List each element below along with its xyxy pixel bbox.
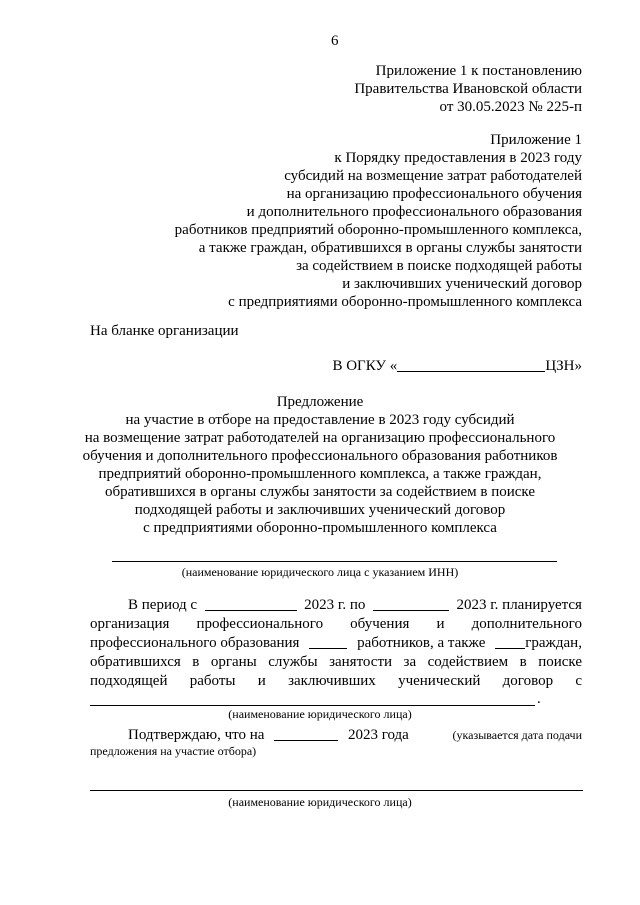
appendix-order-line: субсидий на возмещение затрат работодателей	[284, 168, 582, 184]
entity-inn-line	[112, 561, 557, 562]
proposal-title-line: на участие в отборе на предоставление в 2023 году субсидий	[125, 412, 515, 428]
confirm-line	[128, 726, 409, 744]
entity-name-line	[90, 705, 535, 706]
proposal-title-line: подходящей работы и заключивших ученический договор	[134, 502, 506, 518]
addressee-blank	[397, 357, 545, 372]
confirm-year: 2023 года	[347, 727, 409, 743]
appendix-decree-block	[354, 62, 582, 116]
confirm-note-2: предложения на участие отбора)	[90, 744, 257, 758]
citizens-count-blank	[495, 634, 525, 649]
appendix-order-line: а также граждан, обратившихся в органы службы занятости	[198, 240, 582, 256]
letterhead-note: На бланке организации	[90, 323, 239, 339]
appendix-decree-line: Приложение 1 к постановлению	[375, 63, 582, 79]
appendix-order-line: и заключивших ученический договор	[342, 276, 582, 292]
confirm-note-1: (указывается дата подачи	[452, 728, 582, 742]
appendix-order-line: с предприятиями оборонно-промышленного комплекса	[228, 294, 582, 310]
appendix-order-line: к Порядку предоставления в 2023 году	[334, 150, 582, 166]
confirm-prefix: Подтверждаю, что на	[128, 727, 265, 743]
bottom-entity-line	[90, 790, 583, 791]
addressee-prefix: В ОГКУ «	[332, 358, 398, 374]
appendix-order-line: за содействием в поиске подходящей работы	[296, 258, 582, 274]
addressee	[332, 357, 582, 375]
caption-entity-inn: (наименование юридического лица с указанием ИНН)	[181, 565, 459, 579]
appendix-decree-line: Правительства Ивановской области	[354, 81, 582, 97]
appendix-order-line: на организацию профессионального обучения	[286, 186, 582, 202]
proposal-title-line: Предложение	[276, 394, 364, 410]
body-line-1: В период с 2023 г. по 2023 г. планируется	[128, 597, 582, 613]
proposal-title-line: обучения и дополнительного профессионального образования работников	[82, 448, 558, 464]
employees-count-blank	[309, 634, 347, 649]
body-line-6-end: .	[537, 691, 541, 707]
appendix-order-line: и дополнительного профессионального образования	[246, 204, 582, 220]
appendix-order-line: Приложение 1	[490, 132, 582, 148]
appendix-order-line: работников предприятий оборонно-промышленного комплекса,	[174, 222, 582, 238]
body-line-3: профессионального образования работников, а также граждан,	[90, 635, 582, 651]
page-number: 6	[331, 33, 339, 49]
period-start-blank	[205, 596, 297, 611]
body-line-5: подходящей работы и заключивших ученический договор с	[90, 673, 582, 689]
body-line-2: организация профессионального обучения и дополнительного	[90, 616, 582, 632]
addressee-suffix: ЦЗН»	[545, 358, 582, 374]
caption-entity-bottom: (наименование юридического лица)	[228, 795, 412, 809]
proposal-title	[60, 393, 580, 537]
body-line-4: обратившихся в органы службы занятости за содействием в поиске	[90, 654, 582, 670]
proposal-title-line: на возмещение затрат работодателей на организацию профессионального	[84, 430, 556, 446]
proposal-title-line: с предприятиями оборонно-промышленного комплекса	[143, 520, 497, 536]
proposal-title-line: предприятий оборонно-промышленного комплекса, а также граждан,	[98, 466, 542, 482]
period-end-blank	[373, 596, 449, 611]
caption-entity: (наименование юридического лица)	[228, 707, 412, 721]
confirm-date-blank	[274, 726, 338, 741]
appendix-decree-line: от 30.05.2023 № 225-п	[439, 99, 582, 115]
proposal-title-line: обратившихся в органы службы занятости за содействием в поиске	[104, 484, 536, 500]
appendix-order-block	[175, 131, 582, 311]
